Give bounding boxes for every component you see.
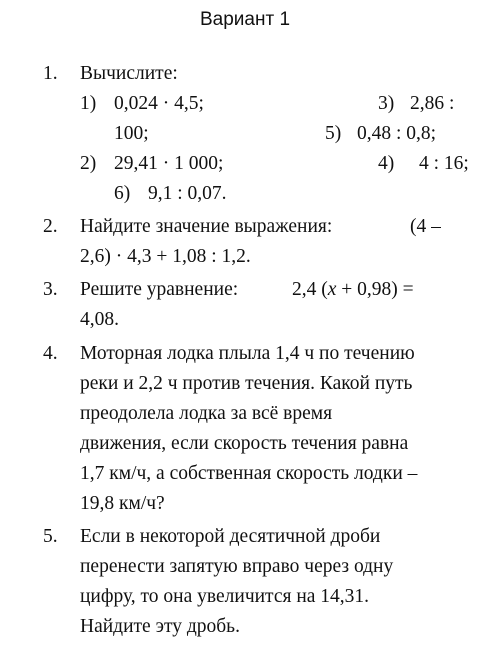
item-label: 5) <box>325 123 342 144</box>
task-line: Моторная лодка плыла 1,4 ч по течению <box>80 343 415 364</box>
item-label: 2) <box>80 153 97 174</box>
equation-variable: x <box>327 279 337 300</box>
equation-left: 2,4 ( <box>292 279 328 300</box>
item-expression: 9,1 : 0,07. <box>148 183 227 204</box>
task-number: 4. <box>43 343 58 364</box>
page-title: Вариант 1 <box>199 9 291 30</box>
item-label: 3) <box>378 93 395 114</box>
item-label: 4) <box>378 153 395 174</box>
equation <box>292 275 414 304</box>
task-number: 2. <box>43 216 58 237</box>
task-number: 1. <box>43 63 58 84</box>
task-line: Если в некоторой десятичной дроби <box>80 526 381 547</box>
task-expression-continued: 2,6) · 4,3 + 1,08 : 1,2. <box>80 246 251 267</box>
task-expression: (4 – <box>410 216 441 237</box>
item-expression: 29,41 · 1 000; <box>114 153 224 174</box>
task-prompt: Вычислите: <box>80 63 178 84</box>
equation-continued: 4,08. <box>80 309 119 330</box>
item-label: 1) <box>80 93 97 114</box>
task-line: 19,8 км/ч? <box>80 493 165 514</box>
task-line: 1,7 км/ч, а собственная скорость лодки – <box>80 463 418 484</box>
task-text: Найдите значение выражения: <box>80 216 333 237</box>
item-label: 6) <box>114 183 131 204</box>
task-number: 5. <box>43 526 58 547</box>
task-line: Найдите эту дробь. <box>80 616 240 637</box>
task-line: реки и 2,2 ч против течения. Какой путь <box>80 373 413 394</box>
task-text: Решите уравнение: <box>80 279 239 300</box>
equation-right: + 0,98) = <box>336 279 414 300</box>
item-expression-continued: 100; <box>114 123 149 144</box>
item-expression: 2,86 : <box>410 93 455 114</box>
item-expression: 4 : 16; <box>419 153 469 174</box>
task-number: 3. <box>43 279 58 300</box>
task-line: преодолела лодка за всё время <box>80 403 333 424</box>
task-line: движения, если скорость течения равна <box>80 433 409 454</box>
item-expression: 0,024 · 4,5; <box>114 93 204 114</box>
task-line: перенести запятую вправо через одну <box>80 556 394 577</box>
item-expression: 0,48 : 0,8; <box>357 123 437 144</box>
task-line: цифру, то она увеличится на 14,31. <box>80 586 370 607</box>
